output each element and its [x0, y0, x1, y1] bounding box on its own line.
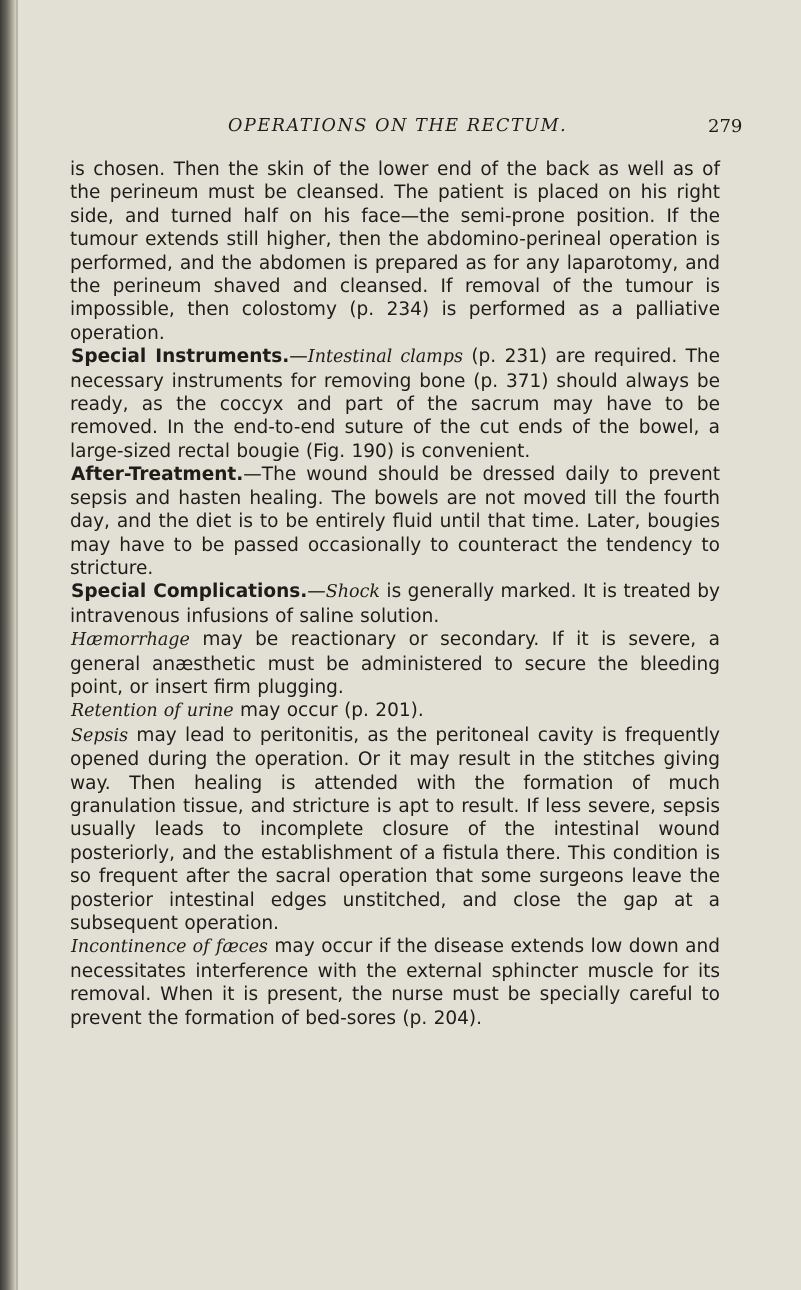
section-heading: Special Complications.	[71, 581, 308, 603]
paragraph-incontinence	[70, 935, 720, 1030]
paragraph-special-complications: Special Complications.—Shock is generally marked. It is treated by intravenous infusions of saline solution.	[70, 581, 720, 627]
page-number: 279	[708, 116, 743, 137]
paragraph-text: The wound should be dressed daily to prevent sepsis and hasten healing. The bowels are not moved till the fourth day, and the diet is to be entirely fluid until that time. Later, bougies may have to be passed occasionally to counteract the tendency to stricture.	[70, 464, 720, 579]
italic-term: Retention of urine	[71, 701, 234, 722]
paragraph-intro	[70, 158, 720, 345]
body-text	[70, 158, 720, 1030]
section-heading: Special Instruments.	[71, 346, 290, 368]
paragraph-text: may occur (p. 201).	[233, 700, 424, 722]
running-head: OPERATIONS ON THE RECTUM.	[228, 116, 568, 136]
page-binding-edge	[0, 0, 16, 1290]
italic-term: Sepsis	[71, 725, 129, 746]
paragraph-text: may be reactionary or secondary. If it is severe, a general anæsthetic must be administered to secure the bleeding point, or insert firm plugging.	[70, 629, 720, 698]
paragraph-text: may occur if the disease extends low down and necessitates interference with the external sphincter muscle for its removal. When it is present, the nurse must be specially careful to prevent the formation of bed-sores (p. 204).	[70, 936, 720, 1029]
section-heading: After-Treatment.	[71, 464, 244, 486]
paragraph-special-instruments: Special Instruments.—Intestinal clamps (p. 231) are required. The necessary instruments for removing bone (p. 371) should always be ready, as the coccyx and part of the sacrum may have to be removed. In the end-to-end suture of the cut ends of the bowel, a large-sized rectal bougie (Fig. 190) is convenient.	[70, 346, 720, 462]
page-gutter-line	[16, 0, 18, 1290]
paragraph-after-treatment: After-Treatment.—The wound should be dressed daily to prevent sepsis and hasten healing. The bowels are not moved till the fourth day, and the diet is to be entirely fluid until that time. Later, bougies may have to be passed occasionally to counteract the tendency to stricture.	[70, 464, 720, 579]
paragraph-text: (p. 231) are required. The necessary instruments for removing bone (p. 371) should always be ready, as the coccyx and part of the sacrum may have to be removed. In the end-to-end suture of the cut ends of the bowel, a large-sized rectal bougie (Fig. 190) is convenient.	[70, 346, 720, 462]
italic-term: Hæmorrhage	[71, 630, 190, 651]
paragraph-sepsis	[70, 724, 720, 936]
paragraph-retention	[70, 699, 720, 723]
italic-term: Intestinal clamps	[307, 347, 463, 368]
paragraph-text: may lead to peritonitis, as the peritoneal cavity is frequently opened during the operation. Or it may result in the stitches giving way. Then healing is attended with the formation of much granulation tissue, and stricture is apt to result. If less severe, sepsis usually leads to incomplete closure of the intestinal wound posteriorly, and the establishment of a fistula there. This condition is so frequent after the sacral operation that some surgeons leave the posterior intestinal edges unstitched, and close the gap at a subsequent operation.	[70, 724, 720, 934]
paragraph-text: is chosen. Then the skin of the lower end of the back as well as of the perineum must be cleansed. The patient is placed on his right side, and turned half on his face—the semi-prone position. If the tumour extends still higher, then the abdomino-perineal operation is performed, and the abdomen is prepared as for any laparotomy, and the perineum shaved and cleansed. If removal of the tumour is impossible, then colostomy (p. 234) is performed as a palliative operation.	[70, 159, 720, 344]
page-header	[0, 116, 801, 148]
italic-term: Incontinence of fæces	[71, 937, 268, 958]
italic-term: Shock	[325, 582, 380, 603]
paragraph-haemorrhage	[70, 628, 720, 699]
paragraph-text: is generally marked. It is treated by intravenous infusions of saline solution.	[70, 581, 720, 627]
